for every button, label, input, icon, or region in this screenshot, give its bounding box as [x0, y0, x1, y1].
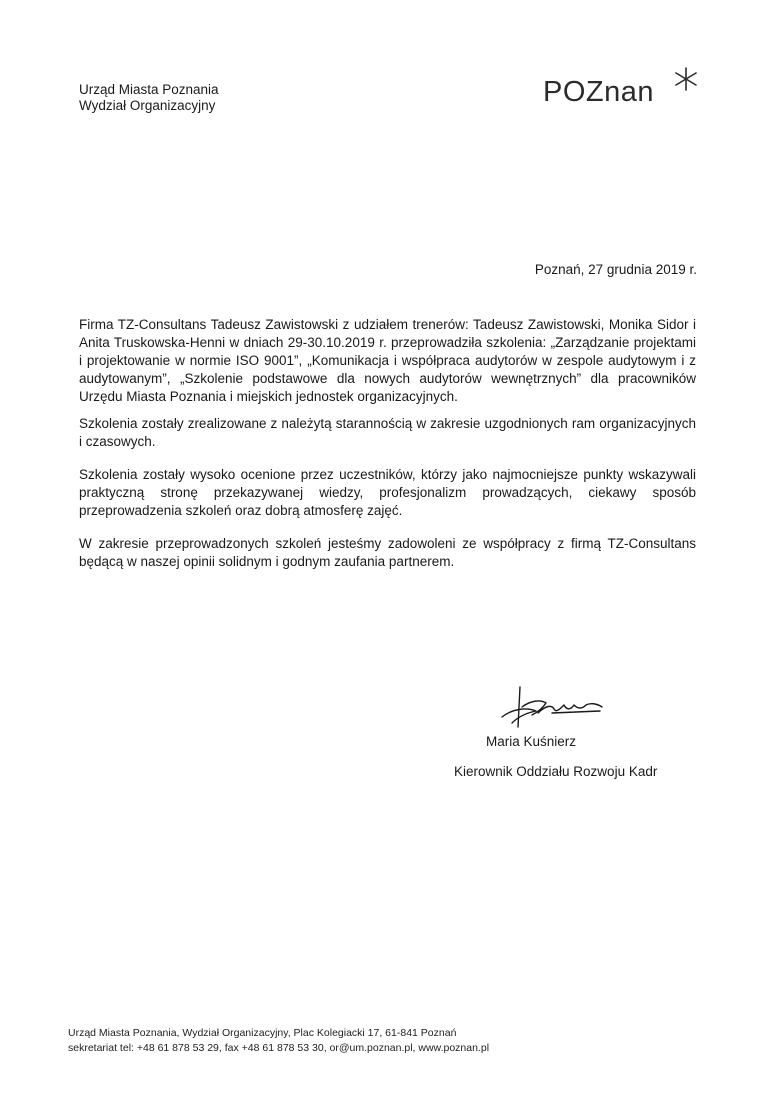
paragraph-recommendation: W zakresie przeprowadzonych szkoleń jesteśmy zadowoleni ze współpracy z firmą TZ-Consultans będącą w naszej opinii solidnym i godnym zaufania partnerem.	[79, 536, 696, 569]
logo-wordmark: POZnan	[543, 76, 654, 108]
paragraph-evaluation: Szkolenia zostały wysoko ocenione przez uczestników, którzy jako najmocniejsze punkty wskazywali praktyczną stronę przekazywanej wiedzy, profesjonalizm prowadzących, ciekawy sposób przeprowadzenia szkoleń oraz dobrą atmosferę zajęć.	[79, 467, 696, 518]
letter-body	[79, 316, 696, 580]
footer-address: Urząd Miasta Poznania, Wydział Organizacyjny, Plac Kolegiacki 17, 61-841 Poznań	[68, 1027, 457, 1039]
sender-department: Wydział Organizacyjny	[79, 98, 216, 113]
signer-title: Kierownik Oddziału Rozwoju Kadr	[454, 764, 658, 779]
sender-block	[79, 82, 219, 114]
asterisk-star-icon	[673, 66, 699, 92]
handwritten-signature	[496, 683, 616, 731]
sender-office: Urząd Miasta Poznania	[79, 82, 219, 97]
letter-date: Poznań, 27 grudnia 2019 r.	[534, 262, 697, 277]
paragraph-training-details: Firma TZ-Consultans Tadeusz Zawistowski z udziałem trenerów: Tadeusz Zawistowski, Monika Sidor i Anita Truskowska-Henni w dniach 29-30.10.2019 r. przeprowadziła szkolenia: „Zarządzanie projektami i projektowanie w normie ISO 9001”, „Komunikacja i współpraca audytorów w zespole audytowym i z audytowanym”, „Szkolenie podstawowe dla nowych audytorów wewnętrznych” dla pracowników Urzędu Miasta Poznania i miejskich jednostek organizacyjnych.	[79, 317, 696, 404]
paragraph-realization: Szkolenia zostały zrealizowane z należytą starannością w zakresie uzgodnionych ram organizacyjnych i czasowych.	[79, 416, 696, 449]
signer-name: Maria Kuśnierz	[486, 734, 577, 749]
letter-footer	[68, 1026, 489, 1056]
footer-contact: sekretariat tel: +48 61 878 53 29, fax +48 61 878 53 30, or@um.poznan.pl, www.poznan.pl	[68, 1042, 490, 1054]
poznan-logo	[543, 66, 713, 116]
